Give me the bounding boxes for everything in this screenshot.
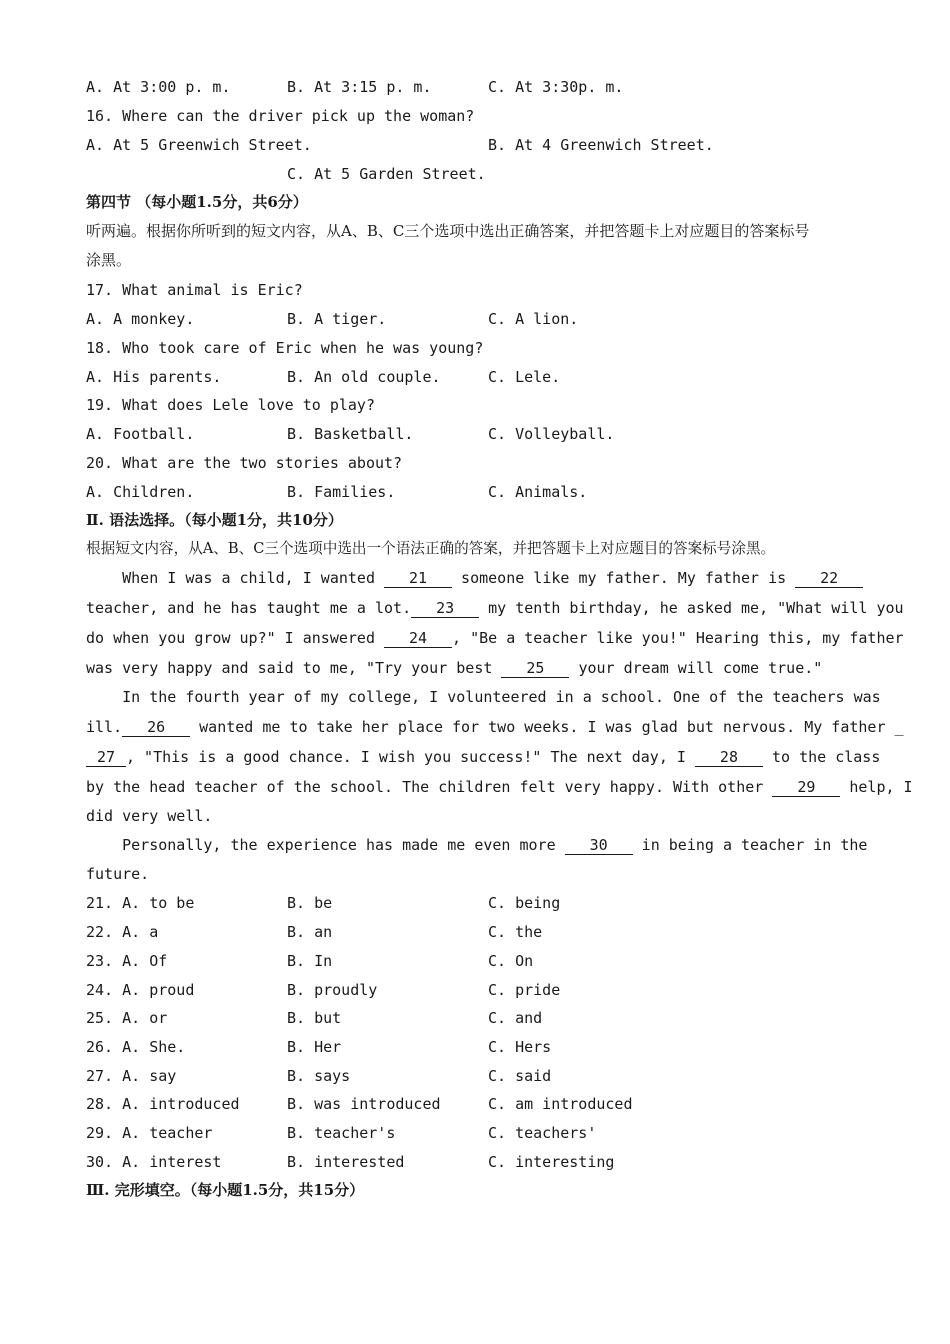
blank-27: 27 (86, 749, 126, 767)
q17-option-c: C. A lion. (488, 310, 579, 328)
passage-line: When I was a child, I wanted 21 someone like my father. My father is 22 (86, 568, 861, 588)
option-24-a: 24. A. proud (86, 981, 195, 999)
blank-22: 22 (795, 570, 863, 588)
option-22-a: 22. A. a (86, 923, 159, 941)
option-30-c: C. interesting (488, 1153, 615, 1171)
passage-line: In the fourth year of my college, I volunteered in a school. One of the teachers was (86, 688, 881, 706)
option-22-c: C. the (488, 923, 543, 941)
option-24-b: B. proudly (287, 981, 378, 999)
blank-23: 23 (411, 600, 479, 618)
option-23-a: 23. A. Of (86, 952, 168, 970)
q18-option-a: A. His parents. (86, 368, 222, 386)
blank-30: 30 (565, 837, 633, 855)
q17-stem: 17. What animal is Eric? (86, 281, 303, 299)
q16-option-b: B. At 4 Greenwich Street. (488, 136, 714, 154)
q15-option-b: B. At 3:15 p. m. (287, 78, 432, 96)
option-29-b: B. teacher's (287, 1124, 396, 1142)
q16-option-c: C. At 5 Garden Street. (287, 165, 486, 183)
blank-25: 25 (501, 660, 569, 678)
q20-option-a: A. Children. (86, 483, 195, 501)
option-25-c: C. and (488, 1009, 543, 1027)
passage-line: did very well. (86, 807, 213, 825)
q20-stem: 20. What are the two stories about? (86, 454, 403, 472)
passage-line: by the head teacher of the school. The children felt very happy. With other 29 help, I (86, 778, 913, 796)
option-27-a: 27. A. say (86, 1067, 177, 1085)
option-21-c: C. being (488, 894, 561, 912)
passage-line: Personally, the experience has made me even more 30 in being a teacher in the (86, 836, 868, 854)
blank-21: 21 (384, 570, 452, 588)
option-26-b: B. Her (287, 1038, 342, 1056)
option-23-b: B. In (287, 952, 333, 970)
option-24-c: C. pride (488, 981, 561, 999)
option-22-b: B. an (287, 923, 333, 941)
blank-26: 26 (122, 719, 190, 737)
passage-line: do when you grow up?" I answered 24 , "Be a teacher like you!" Hearing this, my father (86, 629, 904, 647)
q18-stem: 18. Who took care of Eric when he was young? (86, 339, 484, 357)
option-26-a: 26. A. She. (86, 1038, 186, 1056)
option-29-c: C. teachers' (488, 1124, 597, 1142)
section4-instruction-line2: 涂黑。 (86, 251, 132, 269)
q19-stem: 19. What does Lele love to play? (86, 396, 375, 414)
option-27-c: C. said (488, 1067, 552, 1085)
option-27-b: B. says (287, 1067, 351, 1085)
q15-option-c: C. At 3:30p. m. (488, 78, 624, 96)
option-28-b: B. was introduced (287, 1095, 441, 1113)
part2-instruction: 根据短文内容，从A、B、C三个选项中选出一个语法正确的答案，并把答题卡上对应题目的答案标号涂黑。 (86, 540, 776, 557)
part2-title: Ⅱ. 语法选择。（每小题1分，共10分） (86, 511, 343, 529)
blank-29: 29 (772, 779, 840, 797)
q19-option-c: C. Volleyball. (488, 425, 615, 443)
option-25-a: 25. A. or (86, 1009, 168, 1027)
q17-option-a: A. A monkey. (86, 310, 195, 328)
option-30-b: B. interested (287, 1153, 405, 1171)
q16-option-a: A. At 5 Greenwich Street. (86, 136, 312, 154)
q20-option-c: C. Animals. (488, 483, 588, 501)
q16-stem: 16. Where can the driver pick up the woman? (86, 107, 475, 125)
q15-option-a: A. At 3:00 p. m. (86, 78, 231, 96)
blank-24: 24 (384, 630, 452, 648)
option-30-a: 30. A. interest (86, 1153, 222, 1171)
option-21-b: B. be (287, 894, 333, 912)
passage-line: was very happy and said to me, "Try your best 25 your dream will come true." (86, 659, 823, 677)
passage-line: teacher, and he has taught me a lot. 23 my tenth birthday, he asked me, "What will you (86, 599, 904, 617)
q19-option-b: B. Basketball. (287, 425, 414, 443)
q20-option-b: B. Families. (287, 483, 396, 501)
blank-28: 28 (695, 749, 763, 767)
section4-title: 第四节 （每小题1.5分，共6分） (86, 193, 308, 211)
option-21-a: 21. A. to be (86, 894, 195, 912)
option-28-c: C. am introduced (488, 1095, 633, 1113)
passage-line: 27 , "This is a good chance. I wish you success!" The next day, I 28 to the class (86, 747, 861, 767)
q19-option-a: A. Football. (86, 425, 195, 443)
option-29-a: 29. A. teacher (86, 1124, 213, 1142)
q17-option-b: B. A tiger. (287, 310, 387, 328)
option-25-b: B. but (287, 1009, 342, 1027)
option-26-c: C. Hers (488, 1038, 552, 1056)
q18-option-c: C. Lele. (488, 368, 561, 386)
option-23-c: C. On (488, 952, 534, 970)
option-28-a: 28. A. introduced (86, 1095, 240, 1113)
passage-line: ill. 26 wanted me to take her place for two weeks. I was glad but nervous. My father _ (86, 718, 904, 736)
passage-line: future. (86, 865, 150, 883)
part3-title: Ⅲ. 完形填空。（每小题1.5分，共15分） (86, 1181, 365, 1199)
section4-instruction-line1: 听两遍。根据你所听到的短文内容，从A、B、C三个选项中选出正确答案，并把答题卡上对应题目的答案标号 (86, 222, 810, 240)
q18-option-b: B. An old couple. (287, 368, 441, 386)
